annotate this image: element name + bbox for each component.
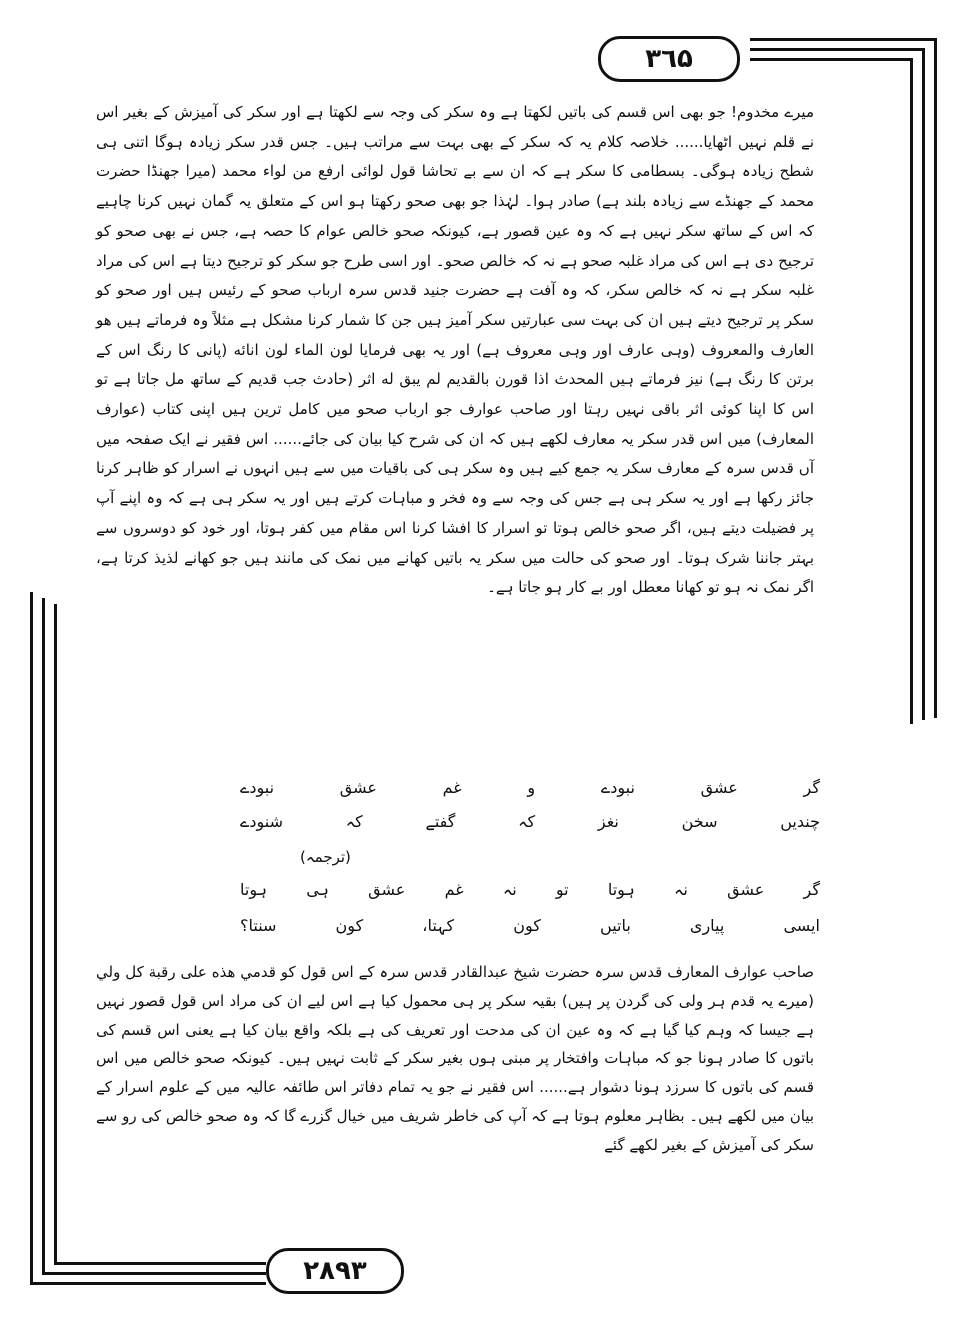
frame-right-line-3 (910, 58, 913, 724)
verse-word: ہوتا (240, 880, 267, 899)
verse-word: نہ (502, 880, 517, 899)
verse-word: گر (803, 880, 820, 899)
frame-left-line-1 (30, 592, 33, 1284)
verse-word: چندیں (780, 812, 820, 831)
verse-word: گفتے (425, 812, 456, 831)
verse-word: عشق (727, 880, 765, 899)
frame-right-line-1 (934, 38, 937, 718)
paragraph-1-text: میرے مخدوم! جو بھی اس قسم کی باتیں لکھتا ہے وہ سکر کی وجہ سے لکھتا ہے اور سکر کی آمیزش کے بغیر اس نے قلم نہیں اٹھایا...... خلاصہ کلام یہ کہ سکر کے بھی بہت سے مراتب ہیں۔ جس قدر سکر زیادہ ہوگا اتنی ہی شطح زیادہ ہوگی۔ بسطامی کا سکر ہے کہ ان سے بے تحاشا قول لوائی ارفع من لواء محمد (میرا جھنڈا حضرت محمد کے جھنڈے سے زیادہ بلند ہے) صادر ہوا۔ لہٰذا جو بھی صحو رکھتا ہو اس کے متعلق یہ گمان نہیں کرنا چاہیے کہ اس کے ساتھ سکر نہیں ہے کہ وہ عین قصور ہے، کیونکہ صحو خالص عوام کا حصہ ہے، جس نے بھی صحو کو ترجیح دی ہے اس کی مراد غلبہ صحو ہے نہ کہ خالص صحو۔ اور اسی طرح جو سکر کو ترجیح دیتا ہے اس کی مراد غلبہ سکر ہے نہ کہ خالص سکر، کہ وہ آفت ہے حضرت جنید قدس سرہ ارباب صحو کے رئیس ہیں اور صحو کو سکر پر ترجیح دیتے ہیں ان کی بہت سی عبارتیں سکر آمیز ہیں جن کا شمار کرنا مشکل ہے مثلاً وہ فرماتے ہیں هو العارف والمعروف (وہی عارف اور وہی معروف ہے) اور یہ بھی فرمایا لون الماء لون انائه (پانی کا رنگ اس کے برتن کا رنگ ہے) نیز فرماتے ہیں المحدث اذا قورن بالقديم لم يبق له اثر (حادث جب قدیم کے ساتھ مل جاتا ہے تو اس کا اپنا کوئی اثر باقی نہیں رہتا اور صاحب عوارف جو ارباب صحو میں کامل ترین ہیں اپنی کتاب (عوارف المعارف) میں اس قدر سکر یہ معارف لکھے ہیں کہ ان کی شرح کیا بیان کی جائے...... اس فقیر نے ایک صفحہ میں آں قدس سرہ کے معارف سکر یہ جمع کیے ہیں وہ سکر ہی کی باقیات میں سے ہیں انہوں نے اسرار کو ظاہر کرنا جائز رکھا ہے اور یہ سکر ہی ہے جس کی وجہ سے وہ فخر و مباہات کرتے ہیں اور یہ سکر ہی ہے کہ وہ اپنے آپ پر فضیلت دیتے ہیں، اگر صحو خالص ہوتا تو اسرار کا افشا کرنا اس مقام میں کفر ہوتا، اور خود کو دوسروں سے بہتر جاننا شرک ہوتا۔ اور صحو کی حالت میں سکر یہ باتیں کھانے میں نمک کی مانند ہیں جو کھانے لذیذ کرتا ہے، اگر نمک نہ ہو تو کھانا معطل اور بے کار ہو جاتا ہے۔ (96, 103, 814, 597)
frame-top-line-3 (750, 58, 912, 61)
frame-top-line-2 (750, 48, 924, 51)
verse-word: کہ (518, 812, 536, 831)
page-number-top: ۳٦۵ (598, 36, 740, 82)
urdu-verse-line-2 (240, 916, 820, 935)
verse-word: پیاری (689, 916, 725, 935)
frame-right-line-2 (922, 48, 925, 720)
paragraph-2-text: صاحب عوارف المعارف قدس سرہ حضرت شیخ عبدالقادر قدس سرہ کے اس قول کو قدمي هذه على رقبة كل ولي (میرے یہ قدم ہر ولی کی گردن پر ہیں) بقیہ سکر پر ہی محمول کیا ہے اس لیے ان کی مراد اس قول قصور نہیں ہے جیسا کہ وہم کیا گیا ہے کہ وہ عین ان کی مدحت اور تعریف کی ہے بلکہ واقع بیان کیا ہے یعنی اس قسم کی باتوں کا صادر ہونا جو کہ مباہات وافتخار پر مبنی ہوں بغیر سکر کے ثابت نہیں ہیں۔ کیونکہ صحو خالص میں اس قسم کی باتوں کا سرزد ہونا دشوار ہے...... اس فقیر نے جو یہ تمام دفاتر اس طائفہ عالیہ میں کے علوم اسرار کے بیان میں لکھے ہیں۔ بظاہر معلوم ہوتا ہے کہ آپ کی خاطر شریف میں خیال گزرے گا کہ وہ صحو خالص کی رو سے سکر کی آمیزش کے بغیر لکھے گئے (96, 963, 814, 1154)
urdu-verse-line-1 (240, 880, 820, 899)
frame-bottom-line-3 (54, 1262, 266, 1265)
frame-left-line-2 (42, 598, 45, 1274)
verse-word: کہ (345, 812, 363, 831)
verse-word: نہ (674, 880, 688, 899)
verse-word: نغز (597, 812, 619, 831)
verse-word: شنودے (240, 812, 283, 831)
verse-word: ایسی (783, 916, 820, 935)
main-paragraph (96, 98, 814, 603)
verse-word: عشق (339, 778, 377, 797)
verse-word: تو (555, 880, 569, 899)
translation-label: (ترجمہ) (300, 848, 351, 866)
persian-verse-line-2 (240, 812, 820, 831)
verse-word: کہتا، (422, 916, 455, 935)
page-number-bottom: ۲۸۹۳ (266, 1248, 404, 1294)
verse-word: سنتا؟ (240, 916, 277, 935)
verse-word: عشق (700, 778, 738, 797)
persian-verse-line-1 (240, 778, 820, 797)
second-paragraph (96, 958, 814, 1160)
verse-word: کون (513, 916, 541, 935)
verse-word: ہوتا (607, 880, 635, 899)
frame-left-line-3 (54, 604, 57, 1264)
verse-word: گر (803, 778, 820, 797)
verse-word: باتیں (600, 916, 631, 935)
verse-word: سخن (681, 812, 718, 831)
frame-bottom-line-2 (42, 1272, 266, 1275)
verse-word: نبودے (600, 778, 635, 797)
verse-word: و (527, 778, 536, 797)
verse-word: غم (444, 880, 464, 899)
verse-word: کون (335, 916, 364, 935)
verse-word: نبودے (240, 778, 275, 797)
frame-bottom-line-1 (30, 1282, 266, 1285)
verse-word: ہی (306, 880, 329, 899)
verse-word: غم (442, 778, 462, 797)
verse-word: عشق (368, 880, 406, 899)
frame-top-line-1 (750, 38, 936, 41)
